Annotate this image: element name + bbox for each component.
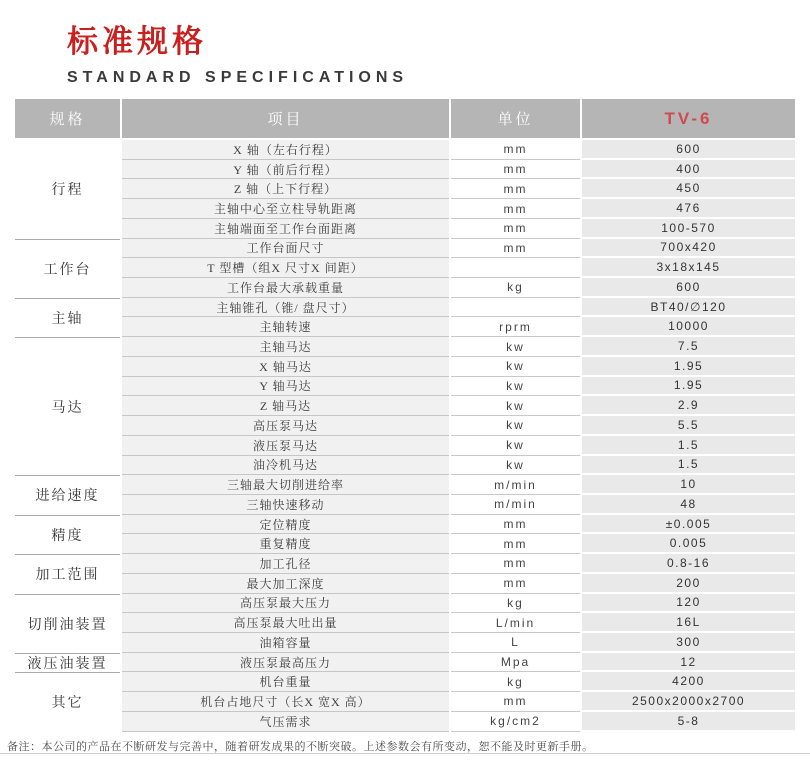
value-cell: 600 <box>582 278 795 298</box>
value-cell: BT40/∅120 <box>582 298 795 318</box>
value-cell: 1.95 <box>582 377 795 397</box>
unit-cell <box>451 258 580 278</box>
unit-cell: m/min <box>451 495 580 515</box>
header-unit: 单位 <box>451 99 580 138</box>
value-cell: 476 <box>582 199 795 219</box>
unit-cell: mm <box>451 692 580 712</box>
value-cell: 48 <box>582 495 795 515</box>
unit-cell: mm <box>451 239 580 259</box>
item-cell: X 轴（左右行程） <box>122 140 449 160</box>
item-cell: 三轴最大切削进给率 <box>122 475 449 495</box>
item-cell: 机台重量 <box>122 672 449 692</box>
item-cell: 高压泵最大压力 <box>122 594 449 614</box>
value-cell: 1.5 <box>582 456 795 476</box>
unit-cell: kw <box>451 337 580 357</box>
unit-cell: kw <box>451 436 580 456</box>
unit-cell: kw <box>451 416 580 436</box>
value-cell: 600 <box>582 140 795 160</box>
value-cell: 400 <box>582 160 795 180</box>
group-label: 进给速度 <box>15 475 120 514</box>
unit-cell: L <box>451 633 580 653</box>
value-cell: 700x420 <box>582 239 795 259</box>
item-cell: 液压泵马达 <box>122 436 449 456</box>
item-cell: 最大加工深度 <box>122 574 449 594</box>
page-title-english: STANDARD SPECIFICATIONS <box>67 69 409 86</box>
unit-cell: kg/cm2 <box>451 712 580 732</box>
value-cell: ±0.005 <box>582 515 795 535</box>
value-cell: 10 <box>582 475 795 495</box>
item-cell: 机台占地尺寸（长X 宽X 高） <box>122 692 449 712</box>
table-body <box>15 140 795 732</box>
unit-cell: kg <box>451 594 580 614</box>
unit-cell: kw <box>451 357 580 377</box>
header-model-tv6: TV-6 <box>582 99 795 138</box>
header-spec: 规格 <box>15 99 120 138</box>
value-cell: 120 <box>582 594 795 614</box>
value-cell: 5.5 <box>582 416 795 436</box>
unit-cell: mm <box>451 534 580 554</box>
unit-cell: kw <box>451 456 580 476</box>
value-cell: 0.005 <box>582 534 795 554</box>
value-cell: 7.5 <box>582 337 795 357</box>
unit-cell: mm <box>451 140 580 160</box>
value-cell: 2500x2000x2700 <box>582 692 795 712</box>
item-cell: 主轴中心至立柱导轨距离 <box>122 199 449 219</box>
group-label: 液压油装置 <box>15 653 120 673</box>
group-label: 主轴 <box>15 298 120 337</box>
item-cell: T 型槽（组X 尺寸X 间距） <box>122 258 449 278</box>
unit-cell: L/min <box>451 613 580 633</box>
item-cell: 液压泵最高压力 <box>122 653 449 673</box>
unit-cell: kg <box>451 278 580 298</box>
table-header-row <box>15 99 795 138</box>
item-cell: 重复精度 <box>122 534 449 554</box>
item-cell: Z 轴马达 <box>122 396 449 416</box>
item-cell: Y 轴（前后行程） <box>122 160 449 180</box>
unit-cell: kw <box>451 377 580 397</box>
unit-cell: rprm <box>451 317 580 337</box>
item-cell: 主轴转速 <box>122 317 449 337</box>
value-cell: 200 <box>582 574 795 594</box>
item-cell: 油箱容量 <box>122 633 449 653</box>
value-cell: 4200 <box>582 672 795 692</box>
unit-cell <box>451 298 580 318</box>
value-cell: 10000 <box>582 317 795 337</box>
header-item: 项目 <box>122 99 449 138</box>
item-cell: 加工孔径 <box>122 554 449 574</box>
unit-cell: kg <box>451 672 580 692</box>
value-cell: 5-8 <box>582 712 795 732</box>
item-cell: 高压泵最大吐出量 <box>122 613 449 633</box>
title-block <box>67 16 408 87</box>
value-cell: 16L <box>582 613 795 633</box>
item-cell: 气压需求 <box>122 712 449 732</box>
value-cell: 1.5 <box>582 436 795 456</box>
unit-cell: m/min <box>451 475 580 495</box>
group-label: 工作台 <box>15 239 120 298</box>
unit-cell: mm <box>451 554 580 574</box>
item-cell: 三轴快速移动 <box>122 495 449 515</box>
item-cell: 工作台最大承载重量 <box>122 278 449 298</box>
unit-cell: mm <box>451 574 580 594</box>
item-cell: Y 轴马达 <box>122 377 449 397</box>
item-cell: X 轴马达 <box>122 357 449 377</box>
group-label: 行程 <box>15 140 120 239</box>
group-label: 精度 <box>15 515 120 554</box>
unit-cell: Mpa <box>451 653 580 673</box>
value-cell: 450 <box>582 179 795 199</box>
bottom-divider <box>0 753 810 754</box>
value-cell: 0.8-16 <box>582 554 795 574</box>
item-cell: 主轴锥孔（锥/ 盘尺寸） <box>122 298 449 318</box>
group-label: 其它 <box>15 672 120 731</box>
item-cell: 主轴端面至工作台面距离 <box>122 219 449 239</box>
value-cell: 12 <box>582 653 795 673</box>
item-cell: 定位精度 <box>122 515 449 535</box>
group-label: 加工范围 <box>15 554 120 593</box>
group-label: 切削油装置 <box>15 594 120 653</box>
unit-cell: mm <box>451 160 580 180</box>
value-cell: 3x18x145 <box>582 258 795 278</box>
value-cell: 300 <box>582 633 795 653</box>
value-cell: 2.9 <box>582 396 795 416</box>
item-cell: 油冷机马达 <box>122 456 449 476</box>
footer-note: 备注：本公司的产品在不断研发与完善中，随着研发成果的不断突破。上述参数会有所变动，恕不能及时更新手册。 <box>7 741 594 753</box>
unit-cell: kw <box>451 396 580 416</box>
unit-cell: mm <box>451 515 580 535</box>
item-cell: 高压泵马达 <box>122 416 449 436</box>
unit-cell: mm <box>451 179 580 199</box>
item-cell: 工作台面尺寸 <box>122 239 449 259</box>
value-cell: 1.95 <box>582 357 795 377</box>
group-label: 马达 <box>15 337 120 475</box>
value-cell: 100-570 <box>582 219 795 239</box>
unit-cell: mm <box>451 199 580 219</box>
unit-cell: mm <box>451 219 580 239</box>
item-cell: 主轴马达 <box>122 337 449 357</box>
page-title-chinese: 标准规格 <box>67 24 207 59</box>
specifications-table <box>15 99 795 732</box>
item-cell: Z 轴（上下行程） <box>122 179 449 199</box>
